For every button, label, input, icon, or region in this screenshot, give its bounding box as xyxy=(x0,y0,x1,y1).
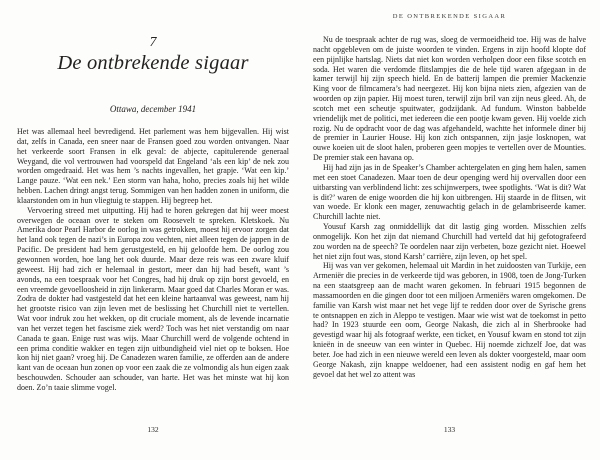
right-page-body-text xyxy=(313,35,586,380)
paragraph: Hij had zijn jas in de Speaker’s Chamber achtergelaten en ging hem halen, samen met een stoet Canadezen. Maar toen de deur openging werd hij overvallen door een uitbarsting van verblindend licht: zes schijnwerpers, twee spotlights. ‘Wat is dit? Wat is dit?’ waren de enige woorden die hij kon uitbrengen. Hij staarde in de flitsen, wit van woede. Er klonk een mager, zenuwachtig gelach in de gelambriseerde kamer. Churchill lachte niet. xyxy=(313,162,586,222)
left-page-body-text xyxy=(17,127,289,393)
chapter-number: 7 xyxy=(149,35,157,50)
page-left xyxy=(17,0,289,460)
paragraph: Vervoering streed met uitputting. Hij had te horen gekregen dat hij weer moest overwegen de oceaan over te steken om Roosevelt te spreken. Kletskoek. Nu Amerika door Pearl Harbor de oorlog in was getrokken, moest hij ervoor zorgen dat het land ook tegen de nazi’s in Europa zou vechten, niet alleen tegen de jappen in de Pacific. De president had hem gerustgesteld, en hij geloofde hem. De oorlog zou gewonnen worden, hoe lang het ook duurde. Maar deze reis was een zware kluif geweest. Hij had zich er helemaal in gestort, meer dan hij had beseft, want ’s avonds, na een toespraak voor het Congres, had hij druk op zijn borst gevoeld, en een vreemde gevoelloosheid in zijn linkerarm. Maar goed dat Charles Moran er was. Zodra de dokter had vastgesteld dat het een kleine hartaanval was geweest, nam hij het grootste risico van zijn leven met de beslissing het Churchill niet te vertellen. Wat voor indruk zou het wekken, op dit cruciale moment, als de levende incarnatie van het verzet tegen het fascisme ziek werd? Toch was het niet verstandig om naar Canada te gaan. Enige rust was wijs. Maar Churchill werd de volgende ochtend in een prima conditie wakker en tegen zijn uitbundigheid viel niet op te boksen. Hoe kon hij niet gaan? vroeg hij. De Canadezen waren familie, ze offerden aan de andere kant van de oceaan hun zonen op voor een zaak die ze volmondig als hun eigen zaak beschouwden. Schouder aan schouder, van harte. Het was het minste wat hij kon doen. Zo’n taaie slimme vogel. xyxy=(17,205,289,392)
chapter-heading xyxy=(17,35,289,75)
chapter-dateline: Ottawa, december 1941 xyxy=(109,104,197,114)
chapter-title: De ontbrekende sigaar xyxy=(57,52,249,74)
paragraph: Yousuf Karsh zag onmiddellijk dat dit lastig ging worden. Misschien zelfs onmogelijk. Kon het zijn dat niemand Churchill had verteld dat hij gefotografeerd zou worden na de speech? Te oordelen naar zijn verbeten, boze gezicht niet. Hoewel het niet zijn fout was, stond Karsh’ carrière, zijn leven, op het spel. xyxy=(313,222,586,261)
running-header: DE ONTBREKENDE SIGAAR xyxy=(392,13,507,20)
paragraph: Hij was van ver gekomen, helemaal uit Mardin in het zuidoosten van Turkije, een Armeniër die precies in de verkeerde tijd was geboren, in 1908, toen de Jong-Turken na een staatsgreep aan de macht waren gekomen. In februari 1915 begonnen de massamoorden en die gingen door tot een miljoen Armeniërs waren omgekomen. De familie van Karsh wist maar net het vege lijf te redden door over de Syrische grens te ontsnappen en zich in Aleppo te vestigen. Maar wie wist wat de toekomst in petto had? In 1923 stuurde een oom, George Nakash, die zich al in Sherbrooke had gevestigd waar hij als fotograaf werkte, een ticket, en Yousuf kwam en stond tot zijn knieën in de sneeuw van een winter in Quebec. Hij noemde zichzelf Joe, dat was beter. Joe had zich in een nieuwe wereld een leven als dokter voorgesteld, maar oom George Nakash, zijn knappe weldoener, had een assistent nodig en gaf hem het gevoel dat het wel zo attent was xyxy=(313,261,586,379)
paragraph: Het was allemaal heel bevredigend. Het parlement was hem bijgevallen. Hij wist dat, zelfs in Canada, een sneer naar de Fransen goed zou worden ontvangen. Naar het verkeerde soort Fransen in elk geval: de abjecte, capitulerende generaal Weygand, die vol vertrouwen had voorspeld dat Engeland ‘als een kip’ de nek zou worden omgedraaid. Het was hem ’s nachts ingevallen, het grapje. ‘Wat een kip.’ Lange pauze. ‘Wat een nek.’ Een storm van haha, hoho, precies zoals hij het wilde hebben. Lachen dringt angst terug. Sommigen van hen hadden zonen in uniform, die klaarstonden om in hun vliegtuig te stappen. Hij begreep het. xyxy=(17,127,289,205)
paragraph: Nu de toespraak achter de rug was, sloeg de vermoeidheid toe. Hij was de halve nacht opgebleven om de juiste woorden te vinden. Ergens in zijn hoofd klopte dof een pijnlijke hartslag. Niets dat niet kon worden verholpen door een fikse scotch en soda. Het waren die verdomde flitslampjes die de hele tijd waren afgegaan in de kamer terwijl hij zijn speech hield. En de batterij lampen die premier Mackenzie King voor de filmcamera’s had neergezet. Hij kon bijna niets zien, afgezien van de woorden op zijn papier. Hij moest turen, terwijl zijn bril van zijn neus gleed. Ah, de scotch met een scheutje spuitwater, godzijdank. Ad fundum. Winston babbelde vriendelijk met de politici, met iedereen die een pootje kwam geven. Hij voelde zich rozig. Nu de opdracht voor de dag was afgehandeld, wachtte het informele diner bij de premier in Laurier House. Hij kon zich ontspannen, zijn jasje losknopen, wat ouwe koeien uit de sloot halen, proberen geen mopjes te vertellen over de Mounties. De premier stak een havana op. xyxy=(313,35,586,163)
page-right xyxy=(313,0,586,460)
left-page-number: 132 xyxy=(147,425,159,434)
right-page-number: 133 xyxy=(443,425,456,434)
